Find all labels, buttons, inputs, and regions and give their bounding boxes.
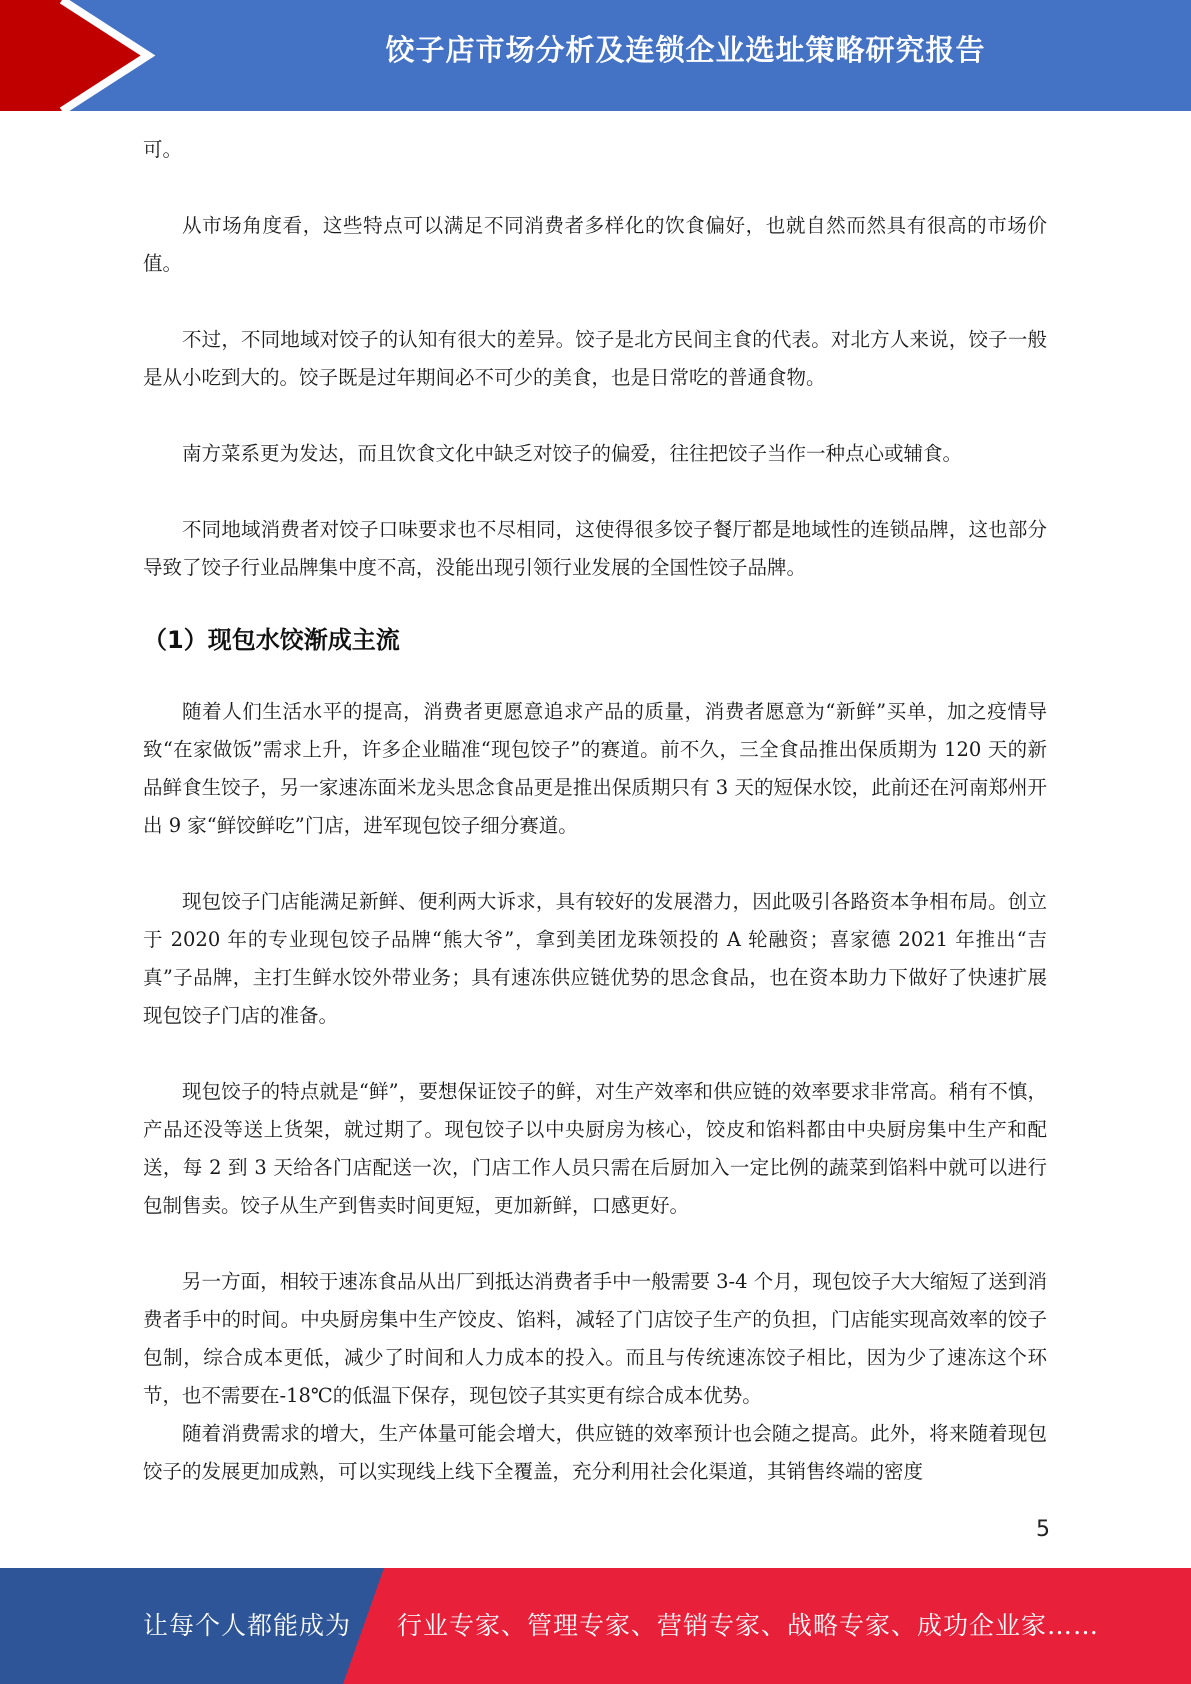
paragraph: 南方菜系更为发达，而且饮食文化中缺乏对饺子的偏爱，往往把饺子当作一种点心或辅食。	[182, 442, 963, 465]
footer-slogan-right: 行业专家、管理专家、营销专家、战略专家、成功企业家……	[397, 1611, 1100, 1640]
paragraph: 随着人们生活水平的提高，消费者更愿意追求产品的质量，消费者愿意为“新鲜”买单，加之疫情导致“在家做饭”需求上升，许多企业瞄准“现包饺子”的赛道。前不久，三全食品推出保质期为 120 天的新品鲜食生饺子，另一家速冻面米龙头思念食品更是推出保质期只有 3 天的短保水饺，此前还在河南郑州开出 9 家“鲜饺鲜吃”门店，进军现包饺子细分赛道。	[143, 700, 1047, 837]
paragraph: 不过，不同地域对饺子的认知有很大的差异。饺子是北方民间主食的代表。对北方人来说，饺子一般是从小吃到大的。饺子既是过年期间必不可少的美食，也是日常吃的普通食物。	[143, 328, 1047, 389]
paragraph: 不同地域消费者对饺子口味要求也不尽相同，这使得很多饺子餐厅都是地域性的连锁品牌，这也部分导致了饺子行业品牌集中度不高，没能出现引领行业发展的全国性饺子品牌。	[143, 518, 1047, 579]
paragraph: 现包饺子门店能满足新鲜、便利两大诉求，具有较好的发展潜力，因此吸引各路资本争相布局。创立于 2020 年的专业现包饺子品牌“熊大爷”，拿到美团龙珠领投的 A 轮融资；喜家德 2021 年推出“吉真”子品牌，主打生鲜水饺外带业务；具有速冻供应链优势的思念食品，也在资本助力下做好了快速扩展现包饺子门店的准备。	[143, 890, 1047, 1027]
paragraph: 现包饺子的特点就是“鲜”，要想保证饺子的鲜，对生产效率和供应链的效率要求非常高。稍有不慎，产品还没等送上货架，就过期了。现包饺子以中央厨房为核心，饺皮和馅料都由中央厨房集中生产和配送，每 2 到 3 天给各门店配送一次，门店工作人员只需在后厨加入一定比例的蔬菜到馅料中就可以进行包制售卖。饺子从生产到售卖时间更短，更加新鲜，口感更好。	[143, 1080, 1047, 1217]
page-footer	[0, 1568, 1191, 1684]
paragraph: 随着消费需求的增大，生产体量可能会增大，供应链的效率预计也会随之提高。此外，将来随着现包饺子的发展更加成熟，可以实现线上线下全覆盖，充分利用社会化渠道，其销售终端的密度	[143, 1422, 1047, 1483]
paragraph: 另一方面，相较于速冻食品从出厂到抵达消费者手中一般需要 3-4 个月，现包饺子大大缩短了送到消费者手中的时间。中央厨房集中生产饺皮、馅料，减轻了门店饺子生产的负担，门店能实现高效率的饺子包制，综合成本更低，减少了时间和人力成本的投入。而且与传统速冻饺子相比，因为少了速冻这个环节，也不需要在-18℃的低温下保存，现包饺子其实更有综合成本优势。	[143, 1270, 1047, 1407]
document-body	[143, 131, 1047, 1491]
paragraph-continuation: 可。	[143, 138, 183, 161]
report-title: 饺子店市场分析及连锁企业选址策略研究报告	[385, 33, 986, 67]
header-arrow-decoration	[0, 0, 200, 111]
section-heading: （1）现包水饺渐成主流	[143, 626, 400, 654]
page-number: 5	[1036, 1517, 1050, 1542]
page-header	[0, 0, 1191, 111]
paragraph: 从市场角度看，这些特点可以满足不同消费者多样化的饮食偏好，也就自然而然具有很高的市场价值。	[143, 214, 1047, 275]
footer-slogan-left: 让每个人都能成为	[143, 1611, 352, 1640]
